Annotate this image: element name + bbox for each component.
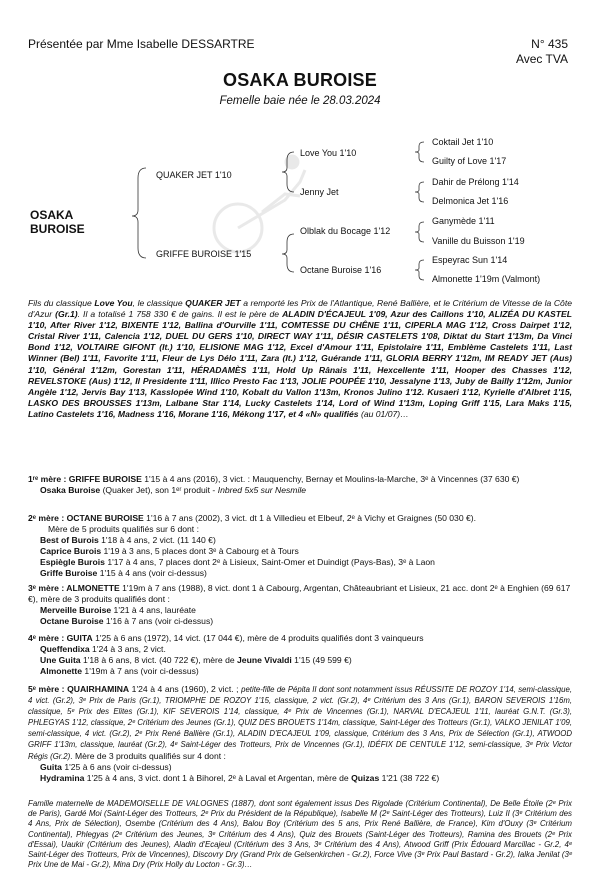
pedigree-sire-dam: Jenny Jet	[300, 187, 339, 197]
mere-label: 5ᵉ mère :	[28, 684, 68, 694]
product-name: Une Guita	[40, 655, 81, 666]
tva-label: Avec TVA	[515, 52, 568, 66]
product-name: Queffendixa	[40, 644, 90, 655]
product-name: Hydramina	[40, 772, 85, 783]
mere-label: 3ᵉ mère :	[28, 583, 67, 593]
product-text: 1'18 à 4 ans, 2 vict. (11 140 €)	[98, 535, 216, 546]
mere-name: GRIFFE BUROISE	[68, 474, 142, 484]
text: Fils du classique	[28, 298, 95, 308]
horse-title: OSAKA BUROISE	[223, 70, 377, 90]
horse-name-line1: OSAKA	[30, 208, 74, 222]
lot-info	[516, 37, 568, 67]
mere-text: 1'15 à 4 ans (2016), 3 vict. : Mauquenchy, Bernay et Moulins-la-Marche, 3ᵉ à Vincennes (37 630 €)	[141, 474, 520, 484]
pedigree-sire-sire: Love You 1'10	[300, 148, 357, 158]
text: (au 01/07)…	[358, 408, 409, 419]
mere-notes: petite-fille de Pépita II dont sont notamment issus RÉUSSITE DE ROZOY 1'14, semi-classique, 4 vict. (Gr.2), 3ᵉ Prix de Paris (Gr.1), TRIOMPHE DE ROZOY 1'15, classique, 2 vict. (Gr.2), 4ᵉ Critérium des 3 Ans (Gr.1), BARON SEVEROIS 1'16m, classique, 5ᵉ Prix des Elites (Gr.1), KIF SEVEROIS 1'14, classique, 4ᵉ Prix de Vincennes (Gr.1), NARVAL D'ECAJEUL 1'11, lauréat G.N.T. (Gr.3), PHLEGYAS 1'12, classique, 2ᵉ Critérium des Jeunes (Gr.1), QUIZ DES BROUETS 1'14m, classique, Saint-Léger des Trotteurs (Gr.1), VALKO JENILAT 1'09, semi-classique, 4 vict. (Gr.2), 2ᵉ Prix René Ballière (Gr.1), ALADIN D'ECAJEUL 1'09, classique, Critérium des 3 Ans, Prix de Sélection (Gr.1), ATWOOD GRIFF 1'13m, classique, lauréat (Gr.2), 4ᵉ Saint-Léger des Trotteurs, Prix de Vincennes (Gr.1), IDÉFIX DE CENTULE 1'12, semi-classique, 3ᵉ Prix Victor Régis (Gr.2)	[28, 685, 572, 761]
product-name: Merveille Buroise	[40, 605, 112, 616]
product-name: Best of Burois	[40, 535, 99, 546]
offspring-list: ALADIN D'ÉCAJEUL 1'09, Azur des Caillons 1'10, ALIZÉA DU KASTEL 1'10, After River 1'12, BIXENTE 1'12, Ballina d'Ourville 1'11, COMTESSE DU CHÊNE 1'11, CIPERLA MAG 1'12, Cross Dairpet 1'12, Cristal River 1'11, Calencia 1'12, DUEL DU GERS 1'10, DIRECT WAY 1'11, DÉSIR CASTELETS 1'08, Diktat du Start 1'13m, Da Vinci Bond 1'12, VOLTAIRE GIFONT (It.) 1'10, ELISIONE MAG 1'12, Excel d'Amour 1'11, Epistolaire 1'11, Emblème Castelets 1'11, Last Winner (Bel) 1'11, Favorite 1'11, Fleur de Lys Délo 1'11, Zara (It.) 1'12, Guérande 1'11, GLORIA BERRY 1'12m, IM READY JET (Aus) 1'10, Général 1'12m, Gorestan 1'11, HÉRADAMÈS 1'11, Hold Up Rânais 1'11, Hexcellente 1'11, Hooper des Chasses 1'12, REVELSTOKE (Aus) 1'12, Il Presidente 1'11, Illico Presto Fac 1'13, JOLIE POUPÉE 1'10, Jessalyne 1'13, Juby de Bailly 1'12m, Junior Angèle 1'12, Jervis Bay 1'13, Kasslopée Wind 1'10, Kobalt du Vallon 1'13m, Kronos Julino 1'12. Kusaeri 1'12, Kyrielle d'Albret 1'15, LASKO DES BROUSSES 1'13m, Lalbane Star 1'14, Lucky Castelets 1'14, Lord of Wind 1'13m, Loping Griff 1'15, Lara Maks 1'15, Latino Castelets 1'16, Madness 1'16, Morane 1'16, Mékong 1'17, et 4 «N» qualifiés	[28, 309, 572, 419]
mere-name: ALMONETTE	[66, 583, 120, 593]
product-name: Jeune Vivaldi	[237, 655, 292, 666]
inbred-text: Inbred 5x5 sur Nesmile	[217, 485, 307, 496]
pedigree-horse-name	[30, 208, 100, 236]
pedigree-g3: Vanille du Buisson 1'19	[432, 236, 525, 246]
mere-3	[28, 583, 572, 627]
product-name: Griffe Buroise	[40, 568, 98, 579]
mere-label: 2ᵉ mère :	[28, 513, 67, 523]
pedigree-g3: Ganymède 1'11	[432, 216, 495, 226]
product-text: 1'19 à 3 ans, 5 places dont 3ᵉ à Cabourg et à Tours	[101, 546, 299, 557]
text: a remporté les Prix de l'Atlantique, René Ballière, et le Critérium de Vitesse de la Côte d'Azur	[28, 298, 573, 320]
mere-text: 1'19m à 7 ans (1988), 8 vict. dont 1 à Cabourg, Argentan, Châteaubriant et Lisieux, 21 acc. dont 2ᵉ à Enghien (69 617 €), mère de 3 produits qualifiés dont :	[28, 583, 571, 605]
mere-text: 1'25 à 6 ans (1972), 14 vict. (17 044 €), mère de 4 produits qualifiés dont 3 vainqueurs	[92, 633, 424, 643]
text-bold: QUAKER JET	[185, 298, 241, 308]
lot-number: N° 435	[531, 37, 568, 51]
pedigree-dam: GRIFFE BUROISE 1'15	[156, 249, 252, 259]
sire-paragraph	[28, 298, 572, 420]
product-text: 1'24 à 3 ans, 2 vict.	[89, 644, 166, 655]
product-name: Espiègle Burois	[40, 557, 105, 568]
horse-name-line2: BUROISE	[30, 222, 85, 236]
pedigree-g3: Coktail Jet 1'10	[432, 137, 494, 147]
product-name: Almonette	[40, 666, 83, 677]
product-text: 1'25 à 6 ans (voir ci-dessus)	[61, 761, 172, 772]
product-text: 1'15 à 4 ans (voir ci-dessus)	[97, 568, 207, 579]
product-name: Octane Buroise	[40, 616, 104, 627]
pedigree-g3: Almonette 1'19m (Valmont)	[432, 274, 541, 284]
product-text: 1'21 à 4 ans, lauréate	[111, 605, 196, 616]
mere-name: OCTANE BUROISE	[66, 513, 144, 523]
pedigree-sire: QUAKER JET 1'10	[156, 170, 232, 180]
product-name: Guita	[40, 761, 62, 772]
product-text: (Quaker Jet), son 1ᵉʳ produit -	[100, 485, 218, 496]
mere-text: 1'16 à 7 ans (2002), 3 vict. dt 1 à Villedieu et Elbeuf, 2ᵉ à Vichy et Graignes (50 030 €).	[143, 513, 477, 523]
product-name: Quizas	[351, 772, 380, 783]
pedigree-g3: Delmonica Jet 1'16	[432, 196, 509, 206]
mere-text: . Mère de 3 produits qualifiés sur 4 dont :	[70, 750, 226, 761]
mere-text: 1'24 à 4 ans (1960), 2 vict. ;	[129, 684, 242, 694]
text-bold: (Gr.1)	[55, 309, 78, 320]
horse-description: Femelle baie née le 28.03.2024	[219, 95, 381, 107]
product-text: 1'16 à 7 ans (voir ci-dessus)	[103, 616, 214, 627]
mere-1	[28, 474, 572, 496]
mere-2	[28, 513, 572, 580]
presenter-label: Présentée par Mme Isabelle DESSARTRE	[28, 37, 255, 51]
pedigree-dam-dam: Octane Buroise 1'16	[300, 265, 382, 275]
product-name: Caprice Burois	[40, 546, 102, 557]
mere-label: 4ᵉ mère :	[28, 633, 67, 643]
mere-label: 1ʳᵉ mère :	[28, 474, 69, 484]
text-bold: Love You	[94, 298, 133, 308]
text: . Il a totalisé 1 758 330 € de gains. Il est le père de	[77, 309, 283, 320]
product-text: 1'21 (38 722 €)	[379, 772, 440, 783]
family-paragraph: Famille maternelle de MADEMOISELLE DE VALOGNES (1887), dont sont également issus Des Rigolade (Critérium Continental), De Belle Étoile (2ᵉ Prix de Paris), Gardé Moi (Saint-Léger des Trotteurs, 2ᵉ Prix du Président de la République), Isabelle M (2ᵉ Saint-Léger des Trotteurs), Luiz II (3ᵉ Critérium des 4 Ans, Prix de Sélection), Osembe (Critérium des 4 Ans), Balou Boy (Critérium des 5 ans, Prix René Ballière, de France), Kim d'Ouxy (3ᵉ Critérium Continental), Phlegyas (2ᵉ Critérium des Jeunes, 3ᵉ Critérium des 4 Ans), Quiz des Brouets (Saint-Léger des Trotteurs), Ramina des Brouets (2ᵉ Prix d'Essai), Uaukir (Critérium des Jeunes), Aladin d'Ecajeul (Critérium des 3 Ans, 3ᵉ Critérium des 4 Ans), Atwood Griff (Prix Édouard Marcillac - Gr.2, 4ᵉ Saint-Léger des Trotteurs, Prix de Vincennes), Discovry Dry (Grand Prix de Gelsenkirchen - Gr.2), Force Vive (3ᵉ Prix Paul Bastard - Gr.2), Ialka Jenilat (3ᵉ Prix Une de Mai - Gr.2), Mina Dry (Prix Holly du Locton - Gr.3)…	[28, 799, 572, 870]
mere-name: QUAIRHAMINA	[67, 684, 130, 694]
pedigree-g3: Dahir de Prélong 1'14	[432, 177, 519, 187]
product-text: 1'17 à 4 ans, 7 places dont 2ᵉ à Lisieux, Saint-Omer et Duindigt (Pays-Bas), 3ᵉ à Laon	[104, 557, 435, 568]
mere-4	[28, 633, 572, 677]
mere-name: GUITA	[66, 633, 93, 643]
text: , le classique	[132, 298, 186, 308]
pedigree-g3: Guilty of Love 1'17	[432, 156, 507, 166]
mere-5	[28, 684, 572, 784]
mere-text: Mère de 5 produits qualifiés sur 6 dont :	[48, 524, 199, 535]
pedigree-dam-sire: Olblak du Bocage 1'12	[300, 226, 391, 236]
product-name: Osaka Buroise	[40, 485, 101, 496]
product-text: 1'18 à 6 ans, 8 vict. (40 722 €), mère de	[80, 655, 238, 666]
product-text: 1'19m à 7 ans (voir ci-dessus)	[82, 666, 199, 677]
product-text: 1'25 à 4 ans, 3 vict. dont 1 à Bihorel, 2ᵉ à Laval et Argentan, mère de	[84, 772, 352, 783]
pedigree-g3: Espeyrac Sun 1'14	[432, 255, 508, 265]
pedigree-chart	[0, 130, 600, 300]
product-text: 1'15 (49 599 €)	[291, 655, 352, 666]
